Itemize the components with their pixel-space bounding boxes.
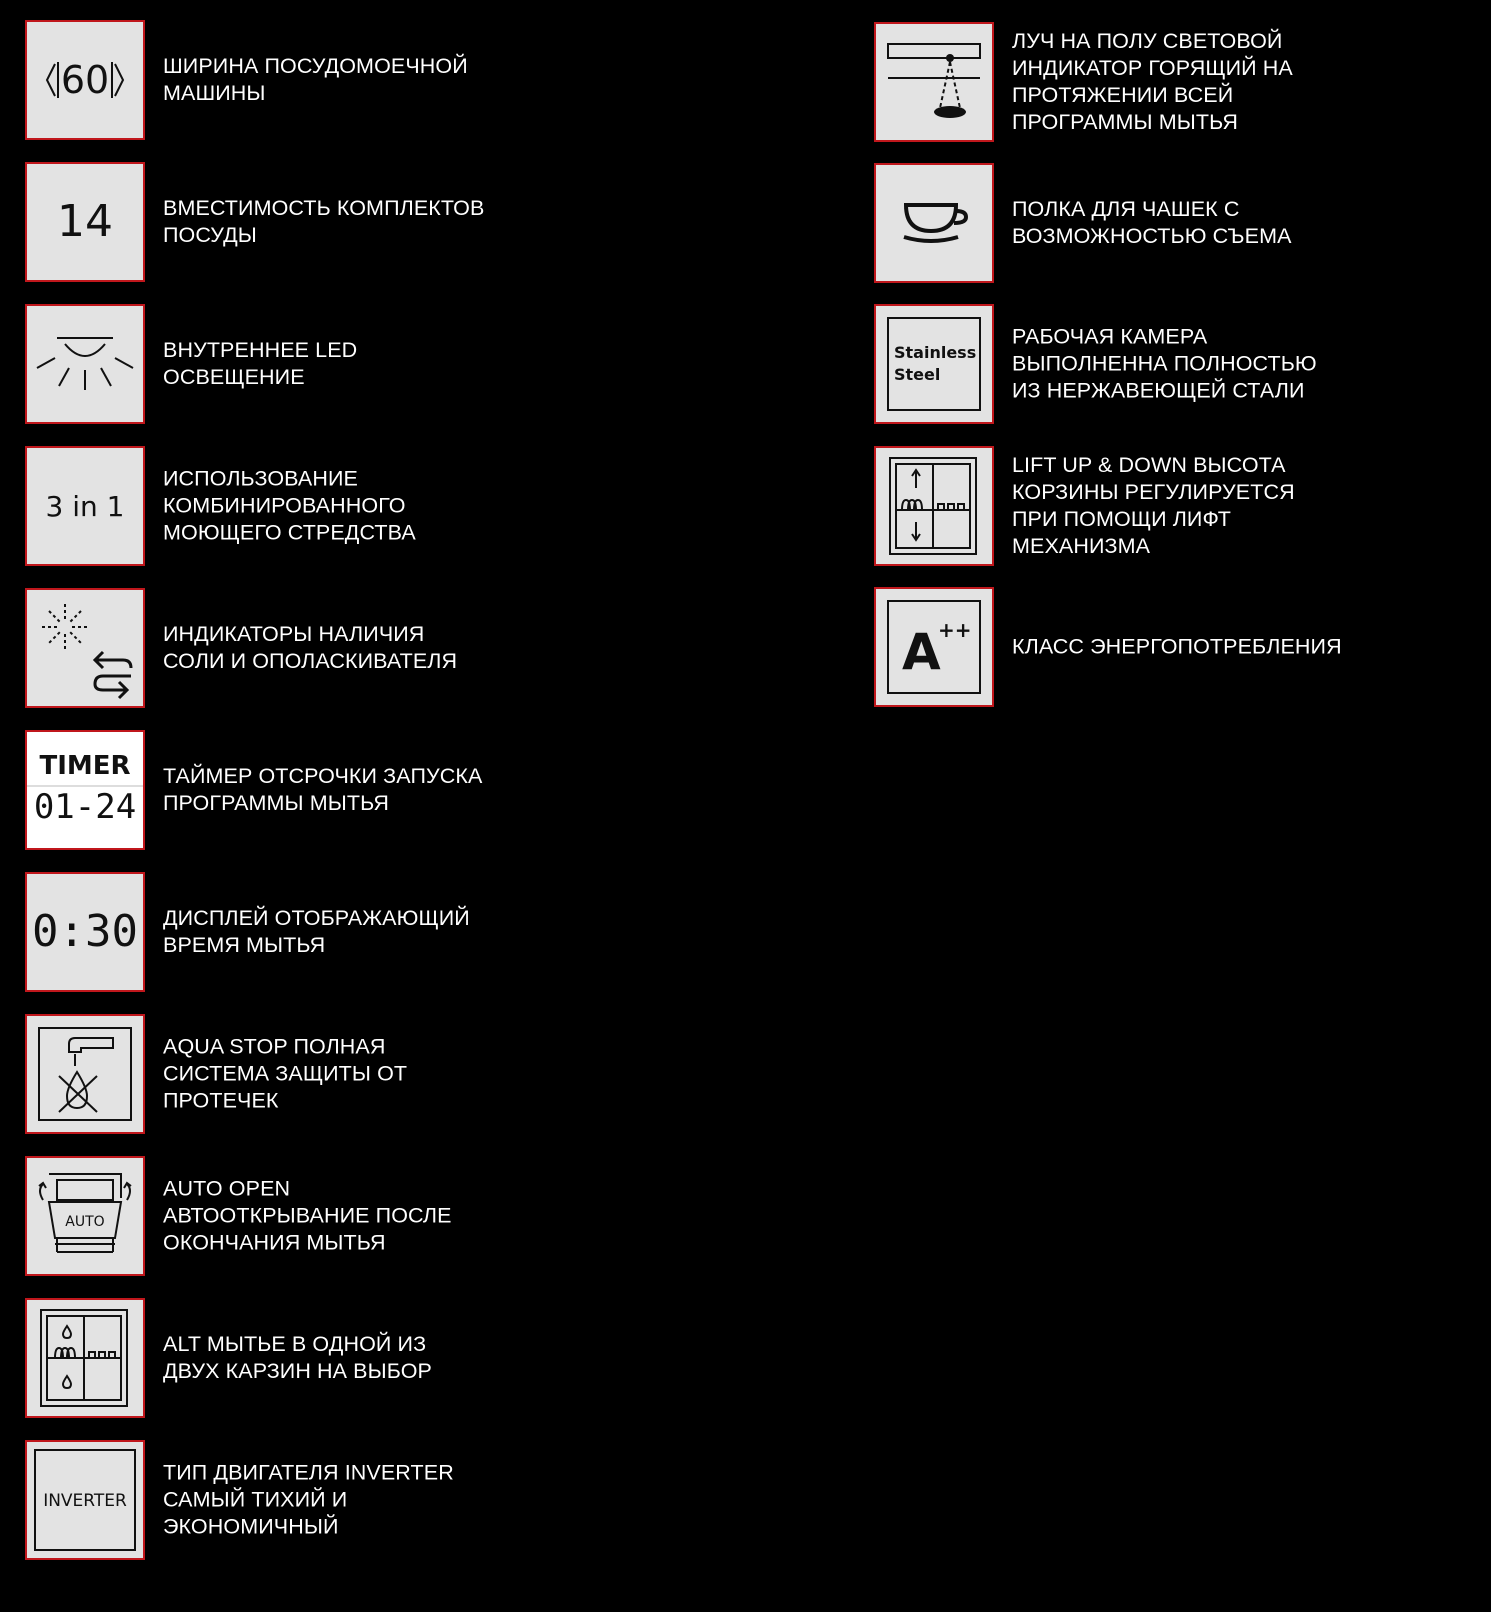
three-in-one-icon — [25, 446, 145, 566]
led-light-icon — [25, 304, 145, 424]
rinse-cycle-icon — [95, 652, 131, 698]
feature-cup-shelf — [874, 163, 1434, 283]
timer-range-text: 01-24 — [33, 787, 137, 827]
feature-width — [25, 20, 585, 140]
feature-label: КЛАСС ЭНЕРГОПОТРЕБЛЕНИЯ — [1012, 634, 1342, 659]
display-time-text: 0:30 — [32, 906, 138, 957]
feature-label: РАБОЧАЯ КАМЕРА ВЫПОЛНЕННА ПОЛНОСТЬЮ ИЗ НЕРЖАВЕЮЩЕЙ СТАЛИ — [1012, 324, 1317, 403]
inverter-icon — [25, 1440, 145, 1560]
feature-label: LIFT UP & DOWN ВЫСОТА КОРЗИНЫ РЕГУЛИРУЕТСЯ ПРИ ПОМОЩИ ЛИФТ МЕХАНИЗМА — [1012, 453, 1295, 558]
feature-timer — [25, 730, 585, 850]
feature-label: ALT МЫТЬЕ В ОДНОЙ ИЗ ДВУХ КАРЗИН НА ВЫБОР — [163, 1332, 432, 1383]
salt-rinse-indicator-icon — [25, 588, 145, 708]
floor-beam-icon — [874, 22, 994, 142]
feature-label: AQUA STOP ПОЛНАЯ СИСТЕМА ЗАЩИТЫ ОТ ПРОТЕЧЕК — [163, 1034, 408, 1113]
timer-icon — [25, 730, 145, 850]
stainless-text: Stainless — [894, 343, 977, 362]
feature-stainless-steel — [874, 304, 1434, 424]
feature-capacity — [25, 162, 585, 282]
feature-label: ТАЙМЕР ОТСРОЧКИ ЗАПУСКА ПРОГРАММЫ МЫТЬЯ — [163, 764, 483, 815]
cup-shelf-icon — [874, 163, 994, 283]
feature-led — [25, 304, 585, 424]
auto-open-icon — [25, 1156, 145, 1276]
feature-lift-up-down — [874, 446, 1434, 566]
alt-wash-icon — [25, 1298, 145, 1418]
auto-text: AUTO — [65, 1214, 105, 1230]
energy-class-icon — [874, 587, 994, 707]
width-60-icon — [25, 20, 145, 140]
feature-label: ИСПОЛЬЗОВАНИЕ КОМБИНИРОВАННОГО МОЮЩЕГО СТРЕДСТВА — [163, 466, 416, 545]
feature-aqua-stop — [25, 1014, 585, 1134]
energy-class-letter: A — [902, 623, 941, 681]
lift-up-down-icon — [874, 446, 994, 566]
capacity-value-text: 14 — [57, 196, 113, 247]
width-value-text: 60 — [60, 58, 110, 102]
display-time-icon — [25, 872, 145, 992]
feature-energy-class — [874, 587, 1434, 707]
timer-title-text: TIMER — [39, 751, 131, 781]
feature-inverter — [25, 1440, 585, 1560]
feature-3in1 — [25, 446, 585, 566]
steel-text: Steel — [894, 365, 941, 384]
feature-alt-wash — [25, 1298, 585, 1418]
feature-salt-rinse — [25, 588, 585, 708]
feature-label: AUTO OPEN АВТООТКРЫВАНИЕ ПОСЛЕ ОКОНЧАНИЯ МЫТЬЯ — [163, 1176, 452, 1255]
capacity-14-icon — [25, 162, 145, 282]
feature-label: ВНУТРЕННЕЕ LED ОСВЕЩЕНИЕ — [163, 338, 358, 389]
stainless-steel-icon — [874, 304, 994, 424]
feature-floor-beam — [874, 22, 1434, 142]
feature-display — [25, 872, 585, 992]
three-in-one-text: 3 in 1 — [45, 490, 125, 523]
feature-label: ШИРИНА ПОСУДОМОЕЧНОЙ МАШИНЫ — [163, 54, 468, 105]
feature-label: ИНДИКАТОРЫ НАЛИЧИЯ СОЛИ И ОПОЛАСКИВАТЕЛЯ — [163, 622, 458, 673]
aqua-stop-icon — [25, 1014, 145, 1134]
feature-label: ДИСПЛЕЙ ОТОБРАЖАЮЩИЙ ВРЕМЯ МЫТЬЯ — [163, 906, 470, 957]
feature-label: ВМЕСТИМОСТЬ КОМПЛЕКТОВ ПОСУДЫ — [163, 196, 485, 247]
feature-label: ЛУЧ НА ПОЛУ СВЕТОВОЙ ИНДИКАТОР ГОРЯЩИЙ НА ПРОТЯЖЕНИИ ВСЕЙ ПРОГРАММЫ МЫТЬЯ — [1012, 29, 1293, 134]
feature-auto-open — [25, 1156, 585, 1276]
inverter-text: INVERTER — [43, 1491, 127, 1511]
energy-class-plus: ++ — [938, 618, 972, 642]
feature-label: ТИП ДВИГАТЕЛЯ INVERTER САМЫЙ ТИХИЙ И ЭКОНОМИЧНЫЙ — [163, 1460, 454, 1539]
feature-label: ПОЛКА ДЛЯ ЧАШЕК С ВОЗМОЖНОСТЬЮ СЪЕМА — [1012, 197, 1292, 248]
